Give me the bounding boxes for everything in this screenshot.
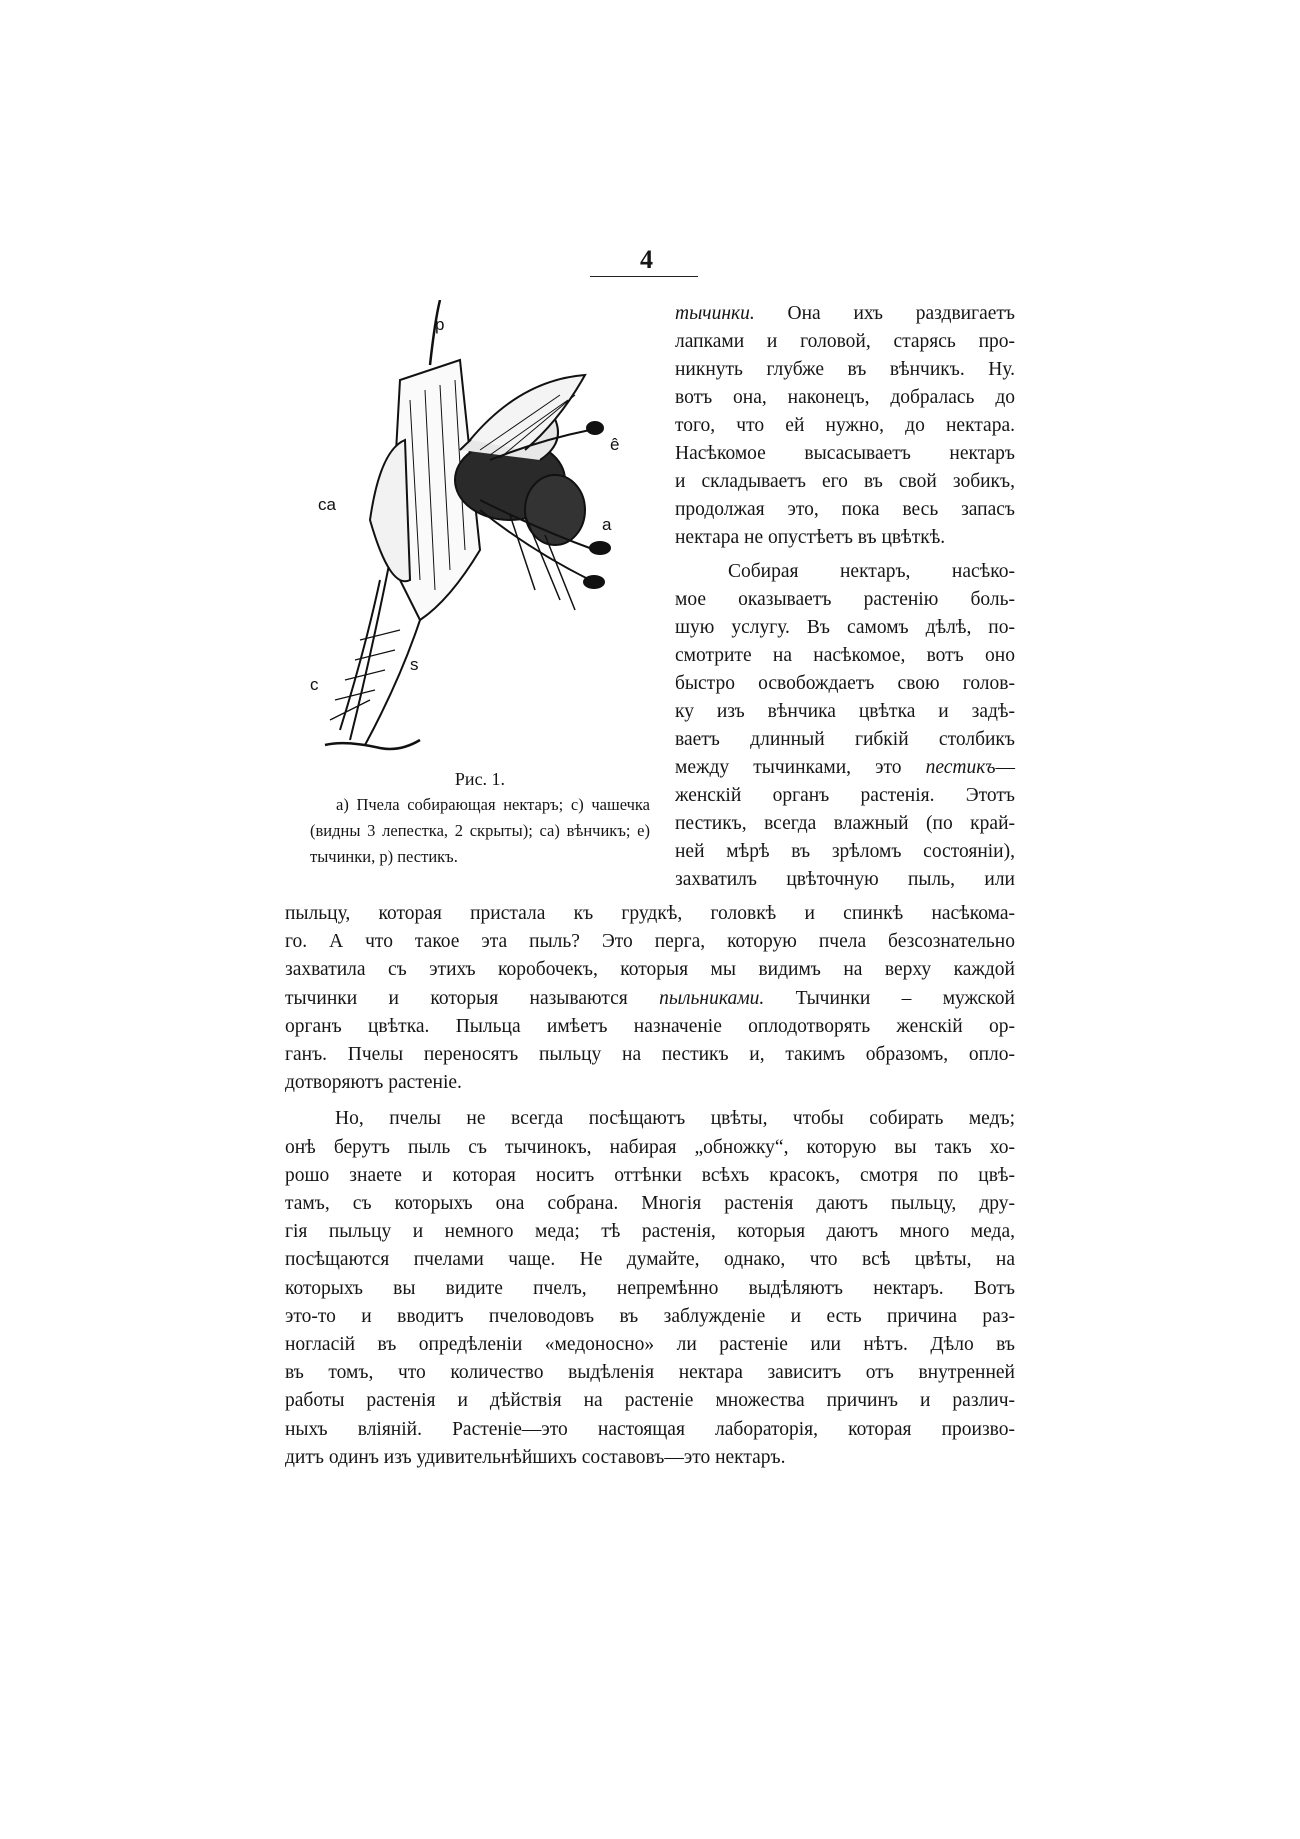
figure-caption bbox=[310, 766, 650, 870]
column_lines-line bbox=[728, 558, 1015, 586]
full_lines-line bbox=[285, 1069, 1015, 1097]
full_lines-line bbox=[335, 1105, 1015, 1133]
column_lines-line bbox=[675, 440, 1015, 468]
full_lines-line bbox=[285, 1444, 1015, 1472]
column_lines-line bbox=[675, 810, 1015, 838]
figure-label-c: c bbox=[310, 675, 319, 694]
full_lines-line bbox=[285, 1359, 1015, 1387]
column_lines-line bbox=[675, 838, 1015, 866]
column_lines-line bbox=[675, 356, 1015, 384]
line-text: ныхъ вліяній. Растеніе—это настоящая лабораторія, которая произво- bbox=[285, 1418, 1015, 1440]
full_lines-line bbox=[285, 1246, 1015, 1274]
line-text: ваетъ длинный гибкій столбикъ bbox=[675, 729, 1015, 750]
column_lines-line bbox=[675, 642, 1015, 670]
caption-text: а) Пчела собирающая нектаръ; с) чашечка (видны 3 лепестка, 2 скрыты); са) вѣнчикъ; е) тычинки, р) пестикъ. bbox=[310, 795, 650, 866]
figure-label-p: p bbox=[435, 315, 445, 334]
line-text: ней мѣрѣ въ зрѣломъ состояніи), bbox=[675, 841, 1015, 862]
column_lines-line bbox=[675, 670, 1015, 698]
line-text: лапками и головой, старясь про- bbox=[675, 331, 1015, 352]
line-text: тамъ, съ которыхъ она собрана. Многія растенія даютъ пыльцу, дру- bbox=[285, 1193, 1015, 1214]
line-text: посѣщаются пчелами чаще. Не думайте, однако, что всѣ цвѣты, на bbox=[285, 1249, 1015, 1271]
column_lines-line bbox=[675, 300, 1015, 328]
full_lines-line bbox=[285, 928, 1015, 956]
line-text: тычинки и которыя называются bbox=[285, 987, 660, 1009]
line-text: онѣ берутъ пыль съ тычинокъ, набирая „обножку“, которую вы такъ хо- bbox=[285, 1136, 1015, 1158]
column_lines-line bbox=[675, 586, 1015, 614]
line-text: и складываетъ его въ свой зобикъ, bbox=[675, 471, 1015, 492]
full_lines-line bbox=[285, 1134, 1015, 1162]
line-text: пыльцу, которая пристала къ грудкѣ, головкѣ и спинкѣ насѣкома- bbox=[285, 903, 1015, 924]
line-text: ногласій въ опредѣленіи «медоносно» ли растеніе или нѣтъ. Дѣло въ bbox=[285, 1334, 1015, 1355]
column_lines-line bbox=[675, 384, 1015, 412]
line-text: нектара не опустѣетъ въ цвѣткѣ. bbox=[675, 527, 946, 548]
caption-title: Рис. 1. bbox=[454, 769, 506, 789]
full_lines-line bbox=[285, 1387, 1015, 1415]
full_lines-line bbox=[285, 1218, 1015, 1246]
line-text: — bbox=[995, 757, 1015, 778]
line-text: женскій органъ растенія. Этотъ bbox=[675, 785, 1015, 806]
column_lines-line bbox=[675, 496, 1015, 524]
line-text: въ томъ, что количество выдѣленія нектара зависитъ отъ внутренней bbox=[285, 1362, 1015, 1384]
line-text: дотворяютъ растеніе. bbox=[285, 1072, 462, 1094]
line-text: гія пыльцу и немного меда; тѣ растенія, которыя даютъ много меда, bbox=[285, 1221, 1015, 1243]
line-text: мое оказываетъ растенію боль- bbox=[675, 589, 1015, 610]
line-text: которыхъ вы видите пчелъ, непремѣнно выдѣляютъ нектаръ. Вотъ bbox=[285, 1277, 1015, 1299]
full_lines-line bbox=[285, 985, 1015, 1013]
flower-illustration bbox=[310, 300, 650, 760]
emphasized-term: тычинки. bbox=[675, 303, 755, 324]
column_lines-line bbox=[675, 782, 1015, 810]
line-text: того, что ей нужно, до нектара. bbox=[675, 415, 1015, 436]
column_lines-line bbox=[675, 614, 1015, 642]
column_lines-line bbox=[675, 524, 1015, 552]
line-text: это-то и вводитъ пчеловодовъ въ заблужденіе и есть причина раз- bbox=[285, 1305, 1015, 1327]
full_lines-line bbox=[285, 1190, 1015, 1218]
line-text: вотъ она, наконецъ, добралась до bbox=[675, 387, 1015, 408]
page-number: 4 bbox=[640, 245, 653, 274]
full_lines-line bbox=[285, 1303, 1015, 1331]
emphasized-term: пестикъ bbox=[925, 757, 996, 778]
line-text: рошо знаете и которая носитъ оттѣнки всѣхъ красокъ, смотря по цвѣ- bbox=[285, 1164, 1015, 1186]
page-number-rule bbox=[590, 276, 698, 277]
full_lines-line bbox=[285, 1162, 1015, 1190]
line-text: ганъ. Пчелы переносятъ пыльцу на пестикъ и, такимъ образомъ, опло- bbox=[285, 1044, 1015, 1065]
figure-label-ca: ca bbox=[318, 495, 336, 514]
line-text: Собирая нектаръ, насѣко- bbox=[728, 561, 1015, 582]
column_lines-line bbox=[675, 328, 1015, 356]
line-text: продолжая это, пока весь запасъ bbox=[675, 499, 1015, 520]
line-text: работы растенія и дѣйствія на растеніе множества причинъ и различ- bbox=[285, 1390, 1015, 1412]
line-text: никнуть глубже въ вѣнчикъ. Ну. bbox=[675, 359, 1015, 380]
line-text: быстро освобождаетъ свою голов- bbox=[675, 673, 1015, 694]
full_lines-line bbox=[285, 1013, 1015, 1041]
line-text: между тычинками, это bbox=[675, 757, 926, 778]
line-text: захватила съ этихъ коробочекъ, которыя мы видимъ на верху каждой bbox=[285, 959, 1015, 981]
line-text: Она ихъ раздвигаетъ bbox=[754, 303, 1015, 324]
line-text: Насѣкомое высасываетъ нектаръ bbox=[675, 443, 1015, 464]
figure-label-s: s bbox=[410, 655, 419, 674]
column_lines-line bbox=[675, 468, 1015, 496]
column_lines-line bbox=[675, 412, 1015, 440]
full_lines-line bbox=[285, 1275, 1015, 1303]
line-text: Тычинки – мужской bbox=[764, 987, 1015, 1009]
line-text: пестикъ, всегда влажный (по край- bbox=[675, 813, 1015, 834]
line-text: шую услугу. Въ самомъ дѣлѣ, по- bbox=[675, 617, 1015, 638]
full_lines-line bbox=[285, 956, 1015, 984]
line-text: смотрите на насѣкомое, вотъ оно bbox=[675, 645, 1015, 666]
line-text: го. А что такое эта пыль? Это перга, которую пчела безсознательно bbox=[285, 931, 1015, 953]
column_lines-line bbox=[675, 866, 1015, 894]
full_lines-line bbox=[285, 1416, 1015, 1444]
column_lines-line bbox=[675, 754, 1015, 782]
line-text: органъ цвѣтка. Пыльца имѣетъ назначеніе оплодотворять женскій ор- bbox=[285, 1015, 1015, 1037]
full_lines-line bbox=[285, 1331, 1015, 1359]
bee-on-flower-drawing bbox=[310, 300, 650, 760]
full_lines-line bbox=[285, 1041, 1015, 1069]
full_lines-line bbox=[285, 900, 1015, 928]
line-text: захватилъ цвѣточную пыль, или bbox=[675, 869, 1015, 890]
line-text: ку изъ вѣнчика цвѣтка и задѣ- bbox=[675, 701, 1015, 722]
figure-label-e: ê bbox=[610, 435, 620, 454]
figure-label-a: a bbox=[602, 515, 612, 534]
line-text: Но, пчелы не всегда посѣщаютъ цвѣты, чтобы собирать медъ; bbox=[335, 1108, 1015, 1130]
column_lines-line bbox=[675, 726, 1015, 754]
column_lines-line bbox=[675, 698, 1015, 726]
line-text: дитъ одинъ изъ удивительнѣйшихъ составовъ—это нектаръ. bbox=[285, 1446, 786, 1468]
emphasized-term: пыльниками. bbox=[659, 987, 765, 1009]
